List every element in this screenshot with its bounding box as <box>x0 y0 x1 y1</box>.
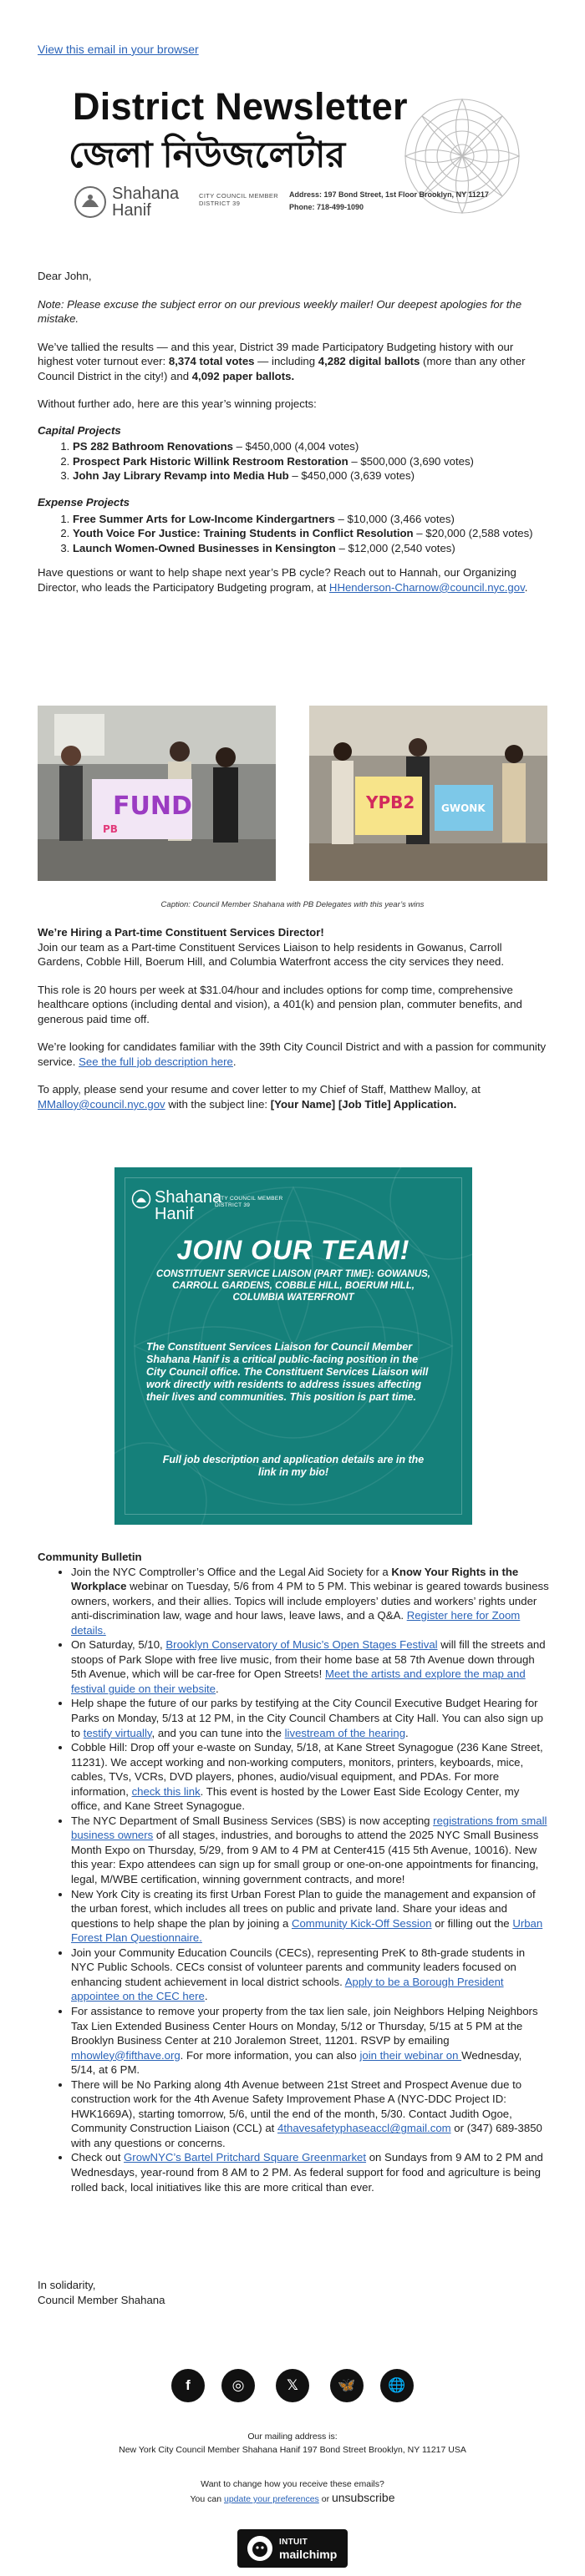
chief-of-staff-email-link[interactable]: MMalloy@council.nyc.gov <box>38 1097 165 1111</box>
pb-contact: Have questions or want to help shape next year’s PB cycle? Reach out to Hannah, our Organizing Director, who leads the Participatory Budgeting program, at HHenderson-Charnow@council.nyc.gov. <box>38 566 528 594</box>
hiring-apply: To apply, please send your resume and cover letter to my Chief of Staff, Matthew Malloy, at MMalloy@council.nyc.gov with the subject line: [Your Name] [Job Title] Application. <box>38 1083 481 1111</box>
list-item: 3. Launch Women-Owned Businesses in Kensington – $12,000 (2,540 votes) <box>73 541 547 556</box>
ccl-email-link[interactable]: 4thavesafetyphaseaccl@gmail.com <box>277 2122 451 2135</box>
list-item: • The NYC Department of Small Business Services (SBS) is now accepting registrations from small business owners of all stages, industries, and boroughs to attend the 2025 NYC Small Business Month Expo on Thursday, 5/29, from 9 AM to 4 PM at Center415 (415 5th Avenue, 10016). New this year: Expo attendees can sign up for small group or one-on-one appointments for financing, legal, M/WBE certification, winning government contracts, and more! <box>71 1814 549 1887</box>
poster-footer: Full job description and application details are in the link in my bio! <box>162 1454 425 1478</box>
tax-lien-webinar-link[interactable]: join their webinar on <box>359 2048 462 2062</box>
list-item: • For assistance to remove your property from the tax lien sale, join Neighbors Helping Neighbors Tax Lien Extended Business Center Hours on Monday, 5/12 or Thursday, 5/15 at 5 PM at the Brooklyn Business Center at 210 Joralemon Street, 11201. RSVP by emailing mhowley@fifthave.org. For more information, you can also join their webinar on Wednesday, 5/14, at 6 PM. <box>71 2004 549 2078</box>
pb-photos <box>38 706 547 881</box>
apology-note: Note: Please excuse the subject error on our previous weekly mailer! Our deepest apologies for the mistake. <box>38 297 522 326</box>
hiring-paragraph: This role is 20 hours per week at $31.04/hour and includes options for comp time, comprehensive healthcare options (including dental and vision), a 401(k) and pension plan, commuter benefits, and generous paid time off. <box>38 983 522 1025</box>
list-item: • New York City is creating its first Urban Forest Plan to guide the management and expansion of the urban forest, which includes all trees on public and private land. Share your ideas and questions to help shape the plan by joining a Community Kick-Off Session or filling out the Urban Forest Plan Questionnaire. <box>71 1887 549 1946</box>
testify-virtually-link[interactable]: testify virtually <box>83 1726 152 1739</box>
list-item: • There will be No Parking along 4th Avenue between 21st Street and Prospect Avenue due to construction work for the 4th Avenue Safety Improvement Phase A (NYC-DDC Project ID: HWK1669A), starting tomorrow, 5/6, until the end of the month, 5/30. Contact Judith Ogoe, Community Construction Liaison (CCL) at 4thavesafetyphaseaccl@gmail.com or (347) 689-3850 with any questions or concerns. <box>71 2078 549 2151</box>
photo-caption: Caption: Council Member Shahana with PB Delegates with this year’s wins <box>160 900 425 909</box>
mailchimp-logo-icon <box>247 2536 272 2561</box>
update-preferences-link[interactable]: update your preferences <box>223 2494 319 2504</box>
poster-logo-icon <box>131 1189 151 1209</box>
hiring-paragraph: We’re looking for candidates familiar with the 39th City Council District and with a passion for community service. See the full job description here. <box>38 1040 547 1068</box>
newsletter-header <box>69 78 520 233</box>
results-intro: Without further ado, here are this year’s winning projects: <box>38 397 317 411</box>
list-item: 1. PS 282 Bathroom Renovations – $450,000 (4,004 votes) <box>73 439 547 454</box>
x-icon[interactable]: 𝕏 <box>276 2369 309 2402</box>
council-member-brand <box>74 185 491 222</box>
job-description-link[interactable]: See the full job description here <box>79 1055 233 1068</box>
instagram-icon[interactable]: ◎ <box>221 2369 255 2402</box>
expense-projects-heading: Expense Projects <box>38 496 130 509</box>
hiring-section <box>38 925 547 1125</box>
capital-projects-list <box>38 439 547 483</box>
poster-brand-subtitle: CITY COUNCIL MEMBER DISTRICT 39 <box>215 1196 283 1208</box>
pb-photo-right <box>309 706 547 881</box>
website-icon[interactable]: 🌐 <box>380 2369 414 2402</box>
mailchimp-label: mailchimp <box>279 2548 338 2561</box>
signoff: In solidarity, Council Member Shahana <box>38 2279 165 2306</box>
list-item: • Help shape the future of our parks by testifying at the City Council Executive Budget Hearing for Parks on Monday, 5/13 at 12 PM, in the City Council Chambers at City Hall. You can also sign up to testify virtually, and you can tune into the livestream of the hearing. <box>71 1696 549 1740</box>
community-bulletin <box>38 1550 549 2194</box>
mailchimp-badge[interactable] <box>237 2529 348 2568</box>
greeting: Dear John, <box>38 270 92 282</box>
newsletter-title-bengali: জেলা নিউজলেটার <box>69 135 346 175</box>
list-item: • Join your Community Education Councils (CECs), representing PreK to 8th-grade students in NYC Public Schools. CECs consist of volunteer parents and community leaders focused on enhancing student achievement in local district schools. Apply to be a Borough President appointee on the CEC here. <box>71 1946 549 2004</box>
poster-subtitle: CONSTITUENT SERVICE LIAISON (PART TIME): GOWANUS, CARROLL GARDENS, COBBLE HILL, BOERUM HILL, COLUMBIA WATERFRONT <box>156 1269 430 1303</box>
list-item: • Cobble Hill: Drop off your e-waste on Sunday, 5/18, at Kane Street Synagogue (236 Kane Street, 11231). We accept working and non-working computers, monitors, printers, keyboards, mice, cables, TVs, VCRs, DVD players, phones, audio/visual equipment, and PDAs. For more information, check this link. This event is hosted by the Lower East Side Ecology Center, my office, and Kane Street Synagogue. <box>71 1740 549 1814</box>
list-item: 1. Free Summer Arts for Low-Income Kindergartners – $10,000 (3,466 votes) <box>73 512 547 527</box>
zoom-register-link[interactable]: Register here for Zoom details. <box>71 1609 521 1637</box>
list-item: 2. Prospect Park Historic Willink Restroom Restoration – $500,000 (3,690 votes) <box>73 454 547 469</box>
hearing-livestream-link[interactable]: livestream of the hearing <box>284 1726 406 1739</box>
list-item: • Check out GrowNYC’s Bartel Pritchard Square Greenmarket on Sundays from 9 AM to 2 PM and Wednesdays, year-round from 8 AM to 2 PM. As federal support for food and agriculture is being rolled back, local initiatives like this are more critical than ever. <box>71 2150 549 2194</box>
greenmarket-link[interactable]: GrowNYC’s Bartel Pritchard Square Greenmarket <box>124 2151 367 2164</box>
rsvp-email-link[interactable]: mhowley@fifthave.org <box>71 2048 181 2062</box>
bluesky-icon[interactable]: 🦋 <box>330 2369 364 2402</box>
ewaste-info-link[interactable]: check this link <box>131 1784 201 1798</box>
hiring-heading: We’re Hiring a Part-time Constituent Services Director! <box>38 926 324 939</box>
kickoff-session-link[interactable]: Community Kick-Off Session <box>291 1916 432 1930</box>
facebook-icon[interactable]: f <box>171 2369 205 2402</box>
poster-title: JOIN OUR TEAM! <box>176 1235 410 1265</box>
sbs-registration-link[interactable]: registrations from small business owners <box>71 1814 547 1842</box>
view-in-browser-link[interactable]: View this email in your browser <box>38 43 199 56</box>
cec-apply-link[interactable]: Apply to be a Borough President appointee on the CEC here <box>71 1975 504 2003</box>
results-summary: We’ve tallied the results — and this year, District 39 made Participatory Budgeting history with our highest voter turnout ever: 8,374 total votes — including 4,282 digital ballots (more than any other Council District in the city!) and 4,092 paper ballots. <box>38 340 526 382</box>
mailing-address: Our mailing address is: New York City Council Member Shahana Hanif 197 Bond Street Brooklyn, NY 11217 USA <box>119 2432 466 2455</box>
newsletter-title-english: District Newsletter <box>73 85 408 128</box>
brand-name: Shahana Hanif <box>112 185 180 220</box>
open-stages-link[interactable]: Brooklyn Conservatory of Music’s Open Stages Festival <box>165 1638 438 1652</box>
join-our-team-poster <box>114 1167 472 1525</box>
pb-contact-email-link[interactable]: HHenderson-Charnow@council.nyc.gov <box>328 580 525 594</box>
hiring-paragraph: Join our team as a Part-time Constituent Services Liaison to help residents in Gowanus, Carroll Gardens, Cobble Hill, Boerum Hill, and Columbia Waterfront access the city services they need. <box>38 940 505 969</box>
bulletin-heading: Community Bulletin <box>38 1551 142 1563</box>
urban-forest-questionnaire-link[interactable]: Urban Forest Plan Questionnaire. <box>71 1916 543 1945</box>
list-item: • Join the NYC Comptroller’s Office and the Legal Aid Society for a Know Your Rights in the Workplace webinar on Tuesday, 5/6 from 4 PM to 5 PM. This webinar is geared towards business owners, workers, and their allies. Topics will include employers’ duties and workers’ rights under anti-discrimination law, wage and hour laws, leave laws, and a Q&A. Register here for Zoom details. <box>71 1565 549 1638</box>
photo-poster-subtext: GWONK <box>441 802 486 814</box>
office-contact: Address: 197 Bond Street, 1st Floor Brooklyn, NY 11217 Phone: 718-499-1090 <box>289 190 489 211</box>
photo-poster-subtext: PB <box>103 823 118 835</box>
photo-poster-text: YPB2 <box>366 792 415 812</box>
expense-projects-list <box>38 512 547 556</box>
email-preferences: Want to change how you receive these emails? You can update your preferences or unsubscribe <box>190 2479 395 2504</box>
list-item: 3. John Jay Library Revamp into Media Hub – $450,000 (3,639 votes) <box>73 468 547 483</box>
council-logo-icon <box>74 185 107 219</box>
pb-results-section <box>38 269 547 608</box>
pb-photo-left <box>38 706 276 881</box>
festival-guide-link[interactable]: Meet the artists and explore the map and festival guide on their website <box>71 1668 526 1695</box>
bulletin-list <box>38 1565 549 2195</box>
poster-body: The Constituent Services Liaison for Council Member Shahana Hanif is a critical public-facing position in the City Council office. The Constituent Services Liaison will work directly with residents to address issues affecting their lives and communities. This position is part time. <box>146 1341 429 1403</box>
brand-subtitle: CITY COUNCIL MEMBER DISTRICT 39 <box>199 192 279 207</box>
social-links <box>0 2369 585 2402</box>
poster-brand-name: Shahana Hanif <box>155 1188 222 1223</box>
intuit-label: INTUIT <box>279 2538 308 2547</box>
unsubscribe-link[interactable]: unsubscribe <box>331 2491 395 2504</box>
photo-poster-text: FUND <box>113 792 192 821</box>
capital-projects-heading: Capital Projects <box>38 423 121 437</box>
list-item: 2. Youth Voice For Justice: Training Students in Conflict Resolution – $20,000 (2,588 votes) <box>73 526 547 541</box>
list-item: • On Saturday, 5/10, Brooklyn Conservatory of Music’s Open Stages Festival will fill the streets and stoops of Park Slope with free live music, from their home base at 58 7th Avenue down through 5th Avenue, which will be car-free for Open Streets! Meet the artists and explore the map and festival guide on their website. <box>71 1637 549 1696</box>
